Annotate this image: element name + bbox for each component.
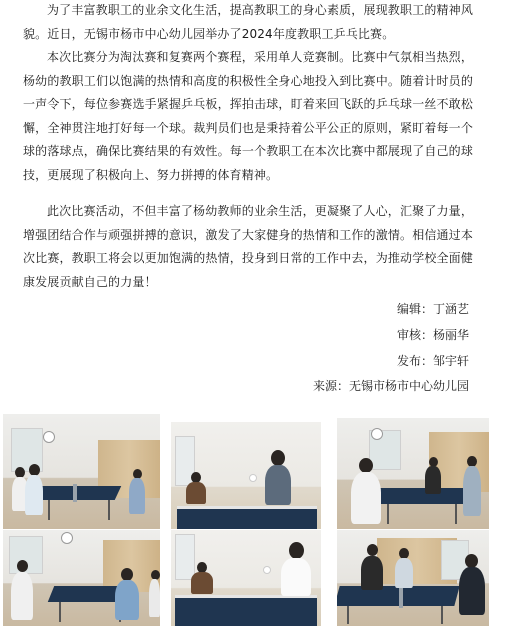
photo-3 — [337, 418, 489, 529]
photo-4 — [3, 530, 160, 626]
paragraph-competition: 本次比赛分为淘汰赛和复赛两个赛程，采用单人竞赛制。比赛中气氛相当热烈，杨幼的教职工们以饱满的热情和高度的积极性全身心地投入到比赛中。随着计时员的一声令下，每位参赛选手紧握乒乓板，挥拍击球，盯着来回飞跃的乒乓球一丝不敢松懈，全神贯注地打好每一个球。裁判员们也是秉持着公平公正的原则，紧盯着每一个球的落球点，确保比赛结果的有效性。每一个教职工在本次比赛中都展现了自己的球技，更展现了积极向上、努力拼搏的体育精神。 — [23, 50, 473, 182]
editor-credit: 编辑：丁涵艺 — [396, 302, 469, 316]
photo-5 — [171, 530, 321, 626]
paragraph-intro: 为了丰富教职工的业余文化生活，提高教职工的身心素质，展现教职工的精神风貌。近日，无锡市杨市中心幼儿园举办了2024年度教职工乒乓比赛。 — [23, 3, 473, 41]
photo-6 — [337, 530, 489, 626]
photo-1 — [3, 414, 160, 529]
publisher-credit: 发布：邹宇轩 — [396, 354, 469, 368]
paragraph-conclusion: 此次比赛活动，不但丰富了杨幼教师的业余生活，更凝聚了人心，汇聚了力量，增强团结合作与顽强拼搏的意识，激发了大家健身的热情和工作的激情。相信通过本次比赛，教职工将会以更加饱满的热情，投身到日常的工作中去，为推动学校全面健康发展贡献自己的力量！ — [23, 204, 473, 289]
source-credit: 来源：无锡市杨市中心幼儿园 — [312, 379, 469, 393]
photo-collage — [3, 414, 489, 626]
reviewer-credit: 审核：杨丽华 — [396, 328, 469, 342]
photo-2 — [171, 422, 321, 529]
